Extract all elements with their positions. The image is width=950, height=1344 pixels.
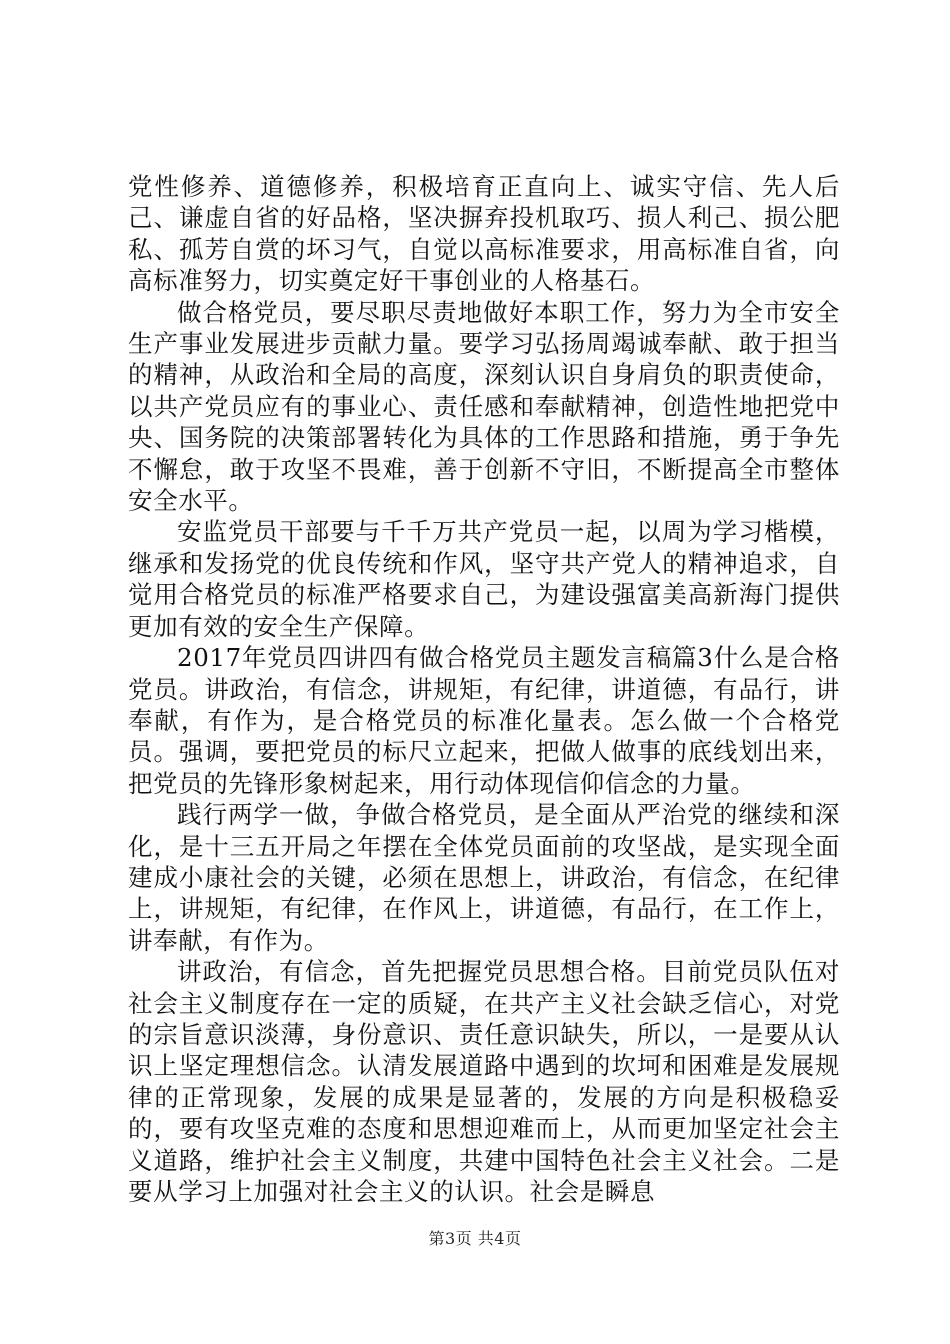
page-footer: 第3页 共4页	[428, 1229, 522, 1248]
paragraph-6: 讲政治，有信念，首先把握党员思想合格。目前党员队伍对社会主义制度存在一定的质疑，在共产主义社会缺乏信心，对党的宗旨意识淡薄，身份意识、责任意识缺失，所以，一是要从认识上坚定理想信念。认清发展道路中遇到的坎坷和困难是发展规律的正常现象，发展的成果是显著的，发展的方向是积极稳妥的，要有攻坚克难的态度和思想迎难而上，从而更加坚定社会主义道路，维护社会主义制度，共建中国特色社会主义社会。二是要从学习上加强对社会主义的认识。社会是瞬息	[128, 957, 840, 1206]
document-body	[128, 171, 840, 1207]
paragraph-1: 党性修养、道德修养，积极培育正直向上、诚实守信、先人后己、谦虚自省的好品格，坚决摒弃投机取巧、损人利己、损公肥私、孤芳自赏的坏习气，自觉以高标准要求，用高标准自省，向高标准努力，切实奠定好干事创业的人格基石。	[128, 172, 840, 296]
paragraph-5: 践行两学一做，争做合格党员，是全面从严治党的继续和深化，是十三五开局之年摆在全体党员面前的攻坚战，是实现全面建成小康社会的关键，必须在思想上，讲政治，有信念，在纪律上，讲规矩，有纪律，在作风上，讲道德，有品行，在工作上，讲奉献，有作为。	[128, 800, 840, 955]
paragraph-3: 安监党员干部要与千千万共产党员一起，以周为学习楷模，继承和发扬党的优良传统和作风，坚守共产党人的精神追求，自觉用合格党员的标准严格要求自己，为建设强富美高新海门提供更加有效的安全生产保障。	[128, 517, 840, 641]
paragraph-2: 做合格党员，要尽职尽责地做好本职工作，努力为全市安全生产事业发展进步贡献力量。要学习弘扬周竭诚奉献、敢于担当的精神，从政治和全局的高度，深刻认识自身肩负的职责使命，以共产党员应有的事业心、责任感和奉献精神，创造性地把党中央、国务院的决策部署转化为具体的工作思路和措施，勇于争先不懈怠，敢于攻坚不畏难，善于创新不守旧，不断提高全市整体安全水平。	[128, 297, 840, 516]
paragraph-4: 2017年党员四讲四有做合格党员主题发言稿篇3什么是合格党员。讲政治，有信念，讲规矩，有纪律，讲道德，有品行，讲奉献，有作为，是合格党员的标准化量表。怎么做一个合格党员。强调，要把党员的标尺立起来，把做人做事的底线划出来，把党员的先锋形象树起来，用行动体现信仰信念的力量。	[128, 643, 840, 798]
